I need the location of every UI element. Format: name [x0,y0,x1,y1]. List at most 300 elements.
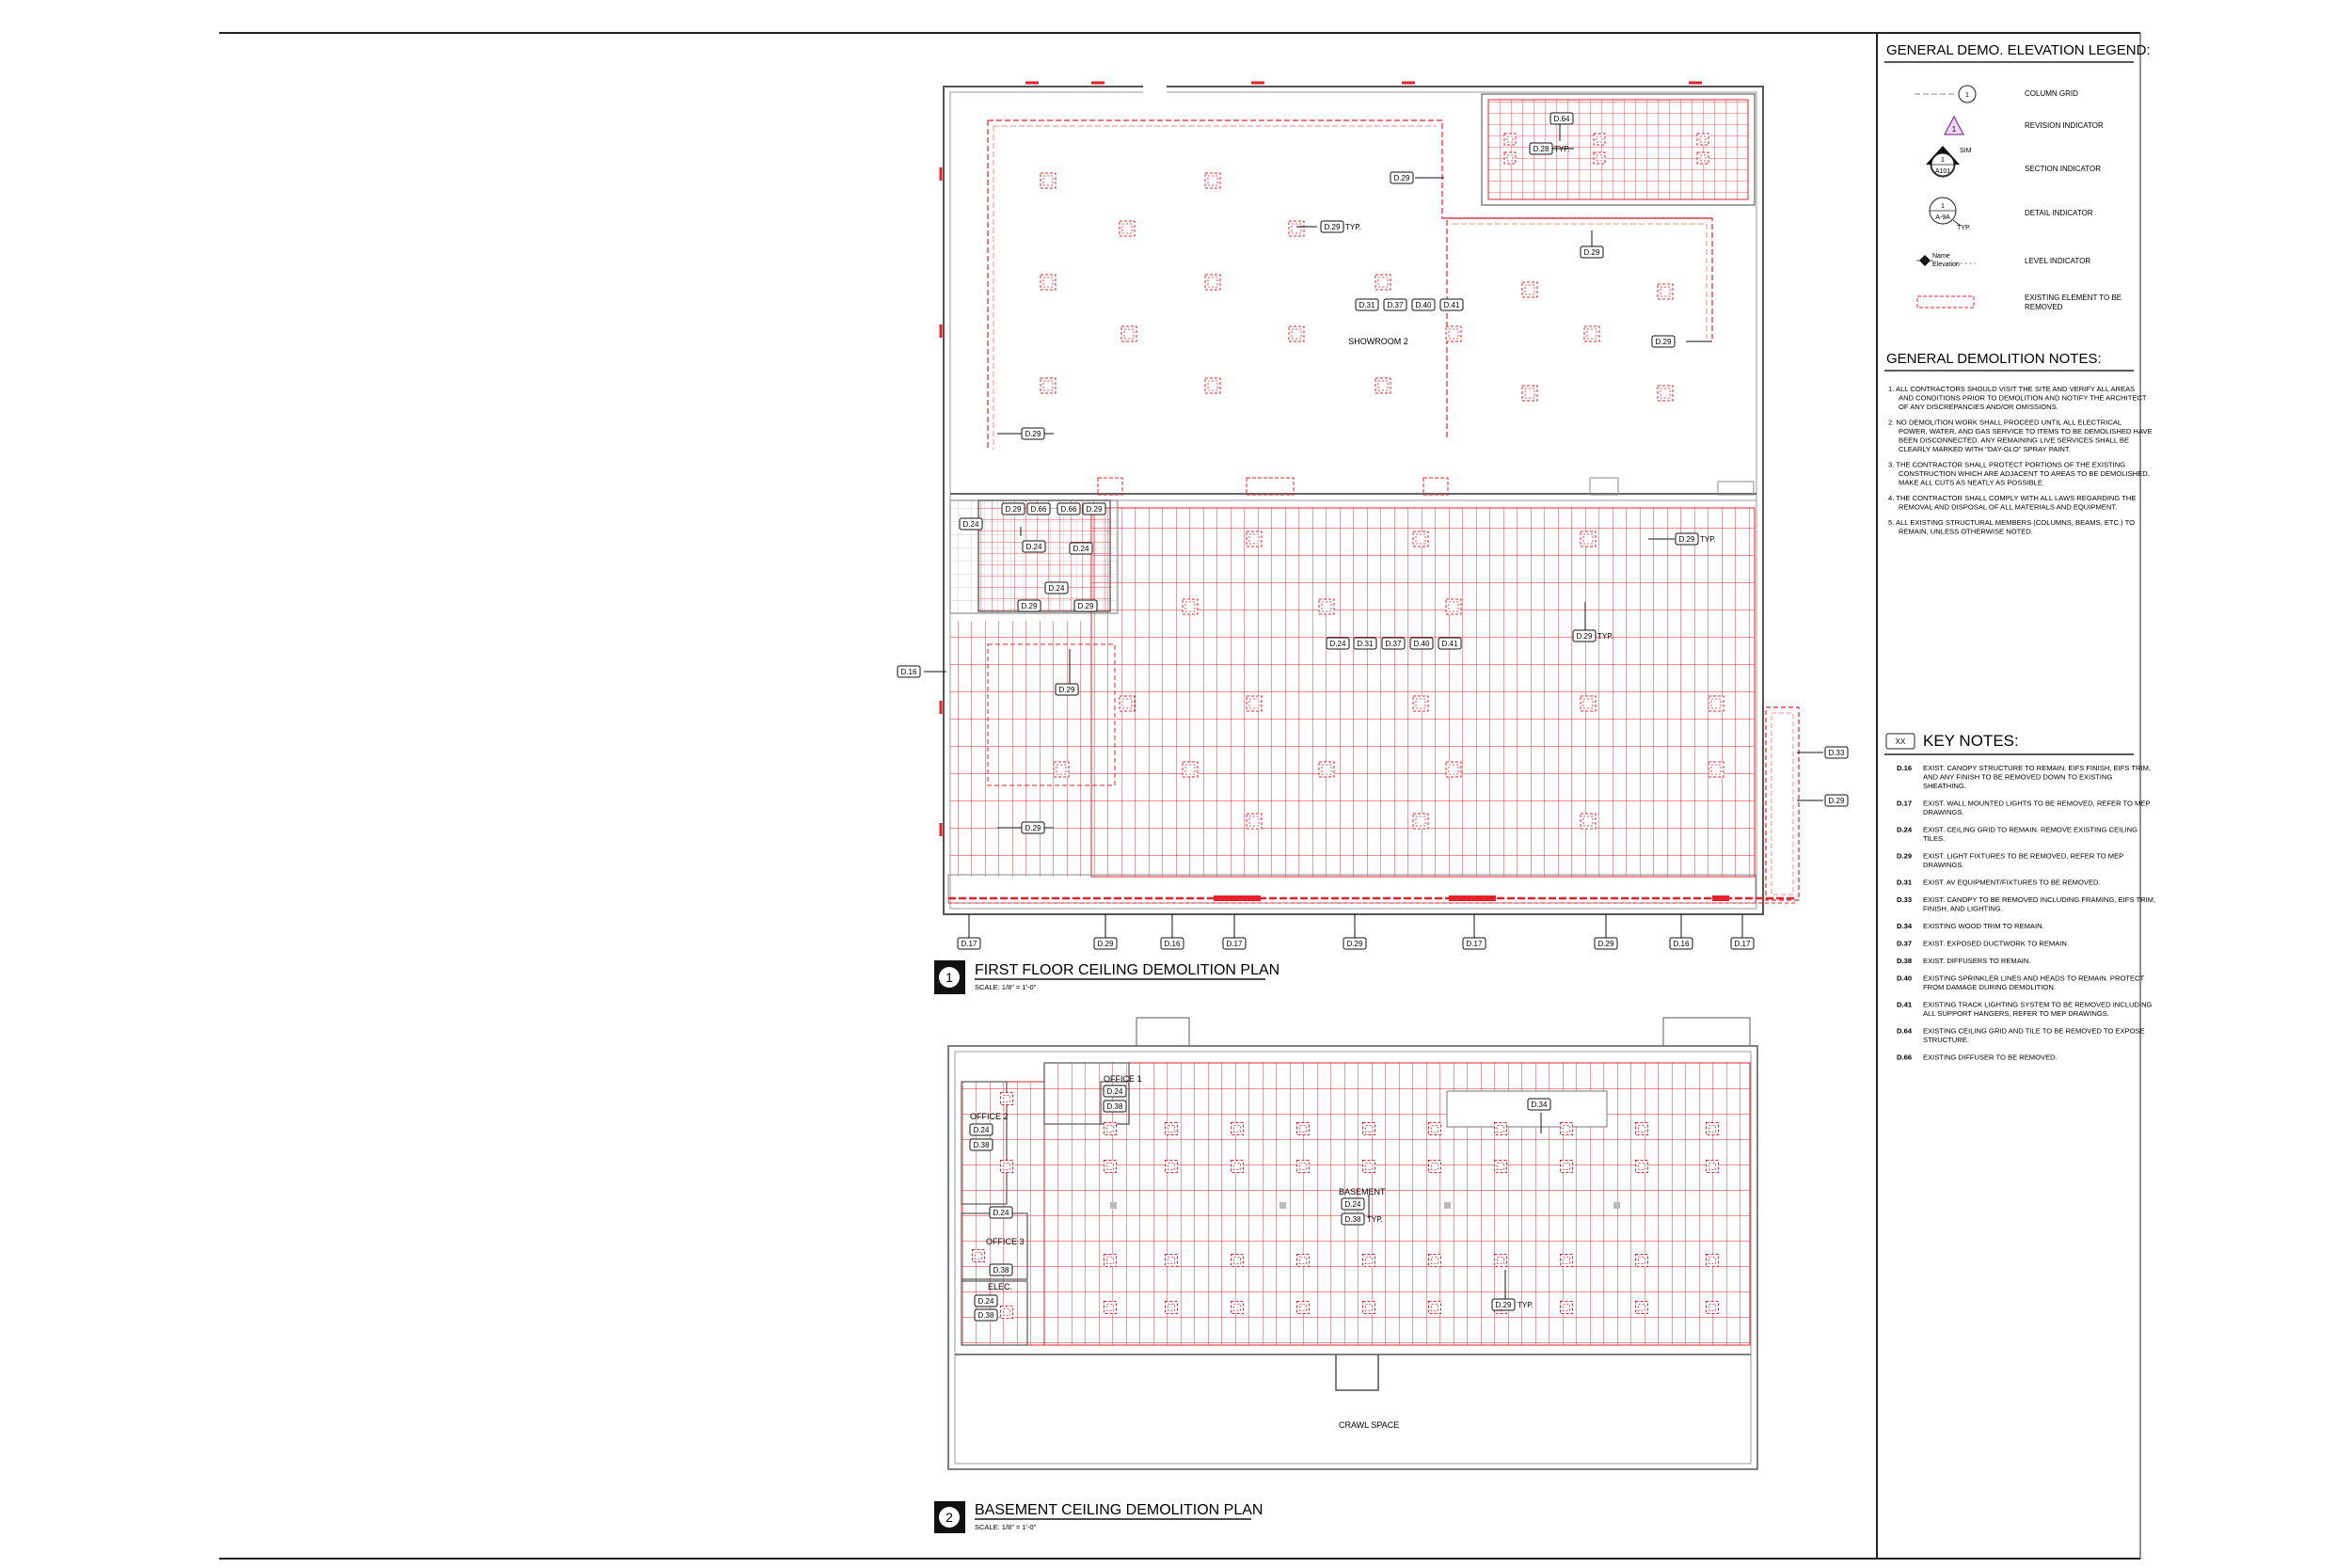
typ-label: TYP. [1700,535,1716,544]
svg-text:D.37: D.37 [1385,640,1402,648]
svg-text:D.29: D.29 [1346,940,1363,948]
light-fixture [1297,1302,1310,1314]
room-label-elec: ELEC. [988,1282,1013,1291]
svg-text:D.24: D.24 [1106,1087,1123,1096]
keynote-item [1897,1027,2145,1045]
svg-text:D.31: D.31 [1357,640,1374,648]
svg-text:D.24: D.24 [1048,584,1065,593]
keynote-tag-d24 [1327,638,1349,649]
keynote-tag-bottom [958,938,980,949]
light-fixture [1363,1255,1375,1267]
light-fixture [1495,1255,1507,1267]
svg-text:D.29: D.29 [1025,824,1041,832]
light-fixture [1594,134,1605,145]
general-note [1888,518,2135,536]
detail-indicator-icon [1930,198,1971,231]
light-fixture [1247,696,1262,711]
svg-text:1: 1 [1965,92,1969,99]
svg-text:D.16: D.16 [1673,940,1690,948]
keynote-tag-bottom [1223,938,1246,949]
keynote-item [1897,895,2155,913]
level-indicator-icon [1916,253,1976,268]
svg-text:D.24: D.24 [1073,545,1089,553]
light-fixture [1363,1123,1375,1135]
light-fixture [1205,275,1220,290]
light-fixture [1561,1161,1573,1173]
light-fixture [1413,696,1428,711]
light-fixture [1120,696,1135,711]
room-label-office2: OFFICE 2 [970,1112,1009,1121]
keynotes-header [1886,732,2019,750]
keynote-tag-bottom [1343,938,1366,949]
svg-text:D.29: D.29 [1086,505,1103,514]
svg-text:1: 1 [1941,157,1945,164]
svg-text:TYP.: TYP. [1957,225,1971,231]
light-fixture [1561,1123,1573,1135]
svg-text:EXIST. AV EQUIPMENT/FIXTURES T: EXIST. AV EQUIPMENT/FIXTURES TO BE REMOVED. [1923,878,2101,887]
basement-plan [934,1018,1757,1533]
svg-text:Elevation: Elevation [1932,261,1960,268]
legend-label-existing-element: EXISTING ELEMENT TO BE [2025,293,2122,302]
keynote-tag-d29 [1022,428,1044,439]
light-fixture [1319,762,1334,777]
keynote-tag-d40 [1412,299,1435,310]
keynote-tag-d29 [1492,1299,1515,1310]
svg-text:D.29: D.29 [1005,505,1022,514]
svg-text:EXIST. WALL MOUNTED LIGHTS TO: EXIST. WALL MOUNTED LIGHTS TO BE REMOVED, REFER TO MEP [1923,799,2151,808]
keynote-tag-d31 [1354,638,1376,649]
light-fixture [1658,284,1673,299]
svg-text:AND ANY FINISH TO BE REMOVED D: AND ANY FINISH TO BE REMOVED DOWN TO EXISTING [1923,772,2113,782]
room-label-crawl-space: CRAWL SPACE [1339,1420,1400,1430]
keynote-tag-d24 [1070,543,1092,554]
keynote-tag-d16 [898,666,920,677]
plan1-scale: SCALE: 1/8" = 1'-0" [975,983,1037,991]
svg-text:1: 1 [1941,203,1945,210]
typ-label: TYP. [1597,632,1613,641]
light-fixture [1522,386,1537,401]
light-fixture [1104,1302,1117,1314]
light-fixture [1561,1255,1573,1267]
keynote-tag-d29 [1581,246,1603,258]
keynote-tag-d29 [1022,822,1044,833]
keynote-tag-d24 [990,1207,1012,1218]
room-label-office3: OFFICE 3 [986,1237,1025,1246]
keynote-tag-d38 [1342,1213,1364,1225]
svg-text:D.34: D.34 [1531,1101,1548,1109]
keynote-tag-d29 [1391,172,1413,183]
svg-text:D.38: D.38 [973,1141,990,1149]
keynote-item [1897,974,2145,992]
light-fixture [1504,152,1516,164]
svg-text:EXISTING WOOD TRIM TO REMAIN.: EXISTING WOOD TRIM TO REMAIN. [1923,922,2044,930]
light-fixture [1319,599,1334,614]
light-fixture [1707,1255,1719,1267]
svg-text:DRAWINGS.: DRAWINGS. [1923,808,1964,816]
light-fixture [1104,1161,1117,1173]
svg-text:D.24: D.24 [1329,640,1346,648]
light-fixture [1708,762,1724,777]
svg-text:A101: A101 [1934,168,1951,175]
light-fixture [1297,1255,1310,1267]
column-grid-icon [1915,86,1976,103]
first-floor-plan [898,82,1848,994]
keynote-tag-d38 [975,1309,997,1321]
keynote-tag-d24 [1342,1198,1364,1210]
light-fixture [1232,1161,1244,1173]
svg-text:DRAWINGS.: DRAWINGS. [1923,861,1964,869]
light-fixture [1001,1161,1013,1173]
keynote-item [1897,879,2101,887]
general-note [1888,494,2136,512]
light-fixture [1120,221,1135,236]
typ-label: TYP. [1554,145,1570,153]
light-fixture [1166,1302,1178,1314]
keynote-tag-d29 [1074,600,1097,611]
light-fixture [1166,1123,1178,1135]
light-fixture [1446,326,1461,341]
keynote-tag-d41 [1440,299,1463,310]
plan1-title-block [934,960,1279,994]
svg-text:D.66: D.66 [1030,505,1047,514]
legend-label-detail-indicator: DETAIL INDICATOR [2025,209,2093,217]
keynote-tag-d29 [1083,503,1105,515]
svg-text:SHEATHING.: SHEATHING. [1923,782,1966,790]
light-fixture [1429,1123,1441,1135]
svg-text:OF ANY DISCREPANCIES AND/OR OM: OF ANY DISCREPANCIES AND/OR OMISSIONS. [1899,403,2058,411]
light-fixture [1581,531,1596,546]
keynote-tag-d29 [1676,533,1698,545]
svg-text:D.16: D.16 [1164,940,1181,948]
keynote-tag-d29 [1321,221,1343,232]
typ-label: TYP. [1345,223,1361,231]
svg-text:D.29: D.29 [1495,1301,1512,1309]
keynote-tag-d29 [1018,600,1041,611]
light-fixture [1205,173,1220,188]
keynote-tag-d33 [1825,747,1848,758]
svg-text:D.29: D.29 [1655,338,1672,346]
light-fixture [1041,378,1056,393]
svg-text:D.41: D.41 [1441,640,1458,648]
light-fixture [1041,173,1056,188]
legend-label-column-grid: COLUMN GRID [2025,89,2078,98]
light-fixture [1697,134,1708,145]
room-label-basement: BASEMENT [1339,1187,1386,1196]
keynote-code: D.37 [1897,939,1913,948]
light-fixture [1121,326,1136,341]
light-fixture [1289,221,1304,236]
svg-text:Name: Name [1932,253,1950,260]
light-fixture [1247,814,1262,829]
keynote-tag-d28 [1530,143,1552,154]
keynote-item [1897,922,2044,930]
svg-text:D.29: D.29 [1025,430,1041,438]
keynote-tag-bottom [1094,938,1117,949]
svg-text:TILES.: TILES. [1923,834,1946,843]
plan1-number: 1 [946,970,953,985]
keynote-tag-d38 [1104,1101,1126,1112]
svg-text:EXIST. EXPOSED DUCTWORK TO REM: EXIST. EXPOSED DUCTWORK TO REMAIN. [1923,939,2069,948]
keynote-tag-d64 [1550,113,1573,124]
svg-text:XX: XX [1895,737,1906,746]
general-notes-list [1888,385,2153,536]
light-fixture [1581,814,1596,829]
svg-text:D.38: D.38 [977,1311,994,1320]
light-fixture [1636,1123,1648,1135]
keynote-item [1897,852,2123,870]
light-fixture [1446,762,1461,777]
light-fixture [1232,1302,1244,1314]
keynote-code: D.66 [1897,1053,1913,1062]
light-fixture [1413,531,1428,546]
light-fixture [1581,696,1596,711]
light-fixture [1363,1302,1375,1314]
legend-title: GENERAL DEMO. ELEVATION LEGEND: [1886,42,2151,58]
svg-text:D.29: D.29 [1678,535,1695,544]
light-fixture [1104,1255,1117,1267]
svg-text:AND CONDITIONS PRIOR TO DEMOLI: AND CONDITIONS PRIOR TO DEMOLITION AND NOTIFY THE ARCHITECT [1899,393,2147,403]
legend-label-section-indicator: SECTION INDICATOR [2025,165,2102,173]
svg-text:EXISTING TRACK LIGHTING SYSTEM: EXISTING TRACK LIGHTING SYSTEM TO BE REMOVED INCLUDING [1923,1000,2153,1009]
svg-text:D.29: D.29 [1828,797,1845,805]
light-fixture [1636,1161,1648,1173]
keynote-tag-d40 [1410,638,1433,649]
keynote-item [1897,800,2151,817]
general-note [1888,461,2150,487]
svg-text:SIM: SIM [1960,148,1972,154]
svg-text:D.29: D.29 [1583,248,1600,257]
light-fixture [1495,1161,1507,1173]
svg-text:D.29: D.29 [1393,174,1410,182]
plan2-title-block [934,1501,1263,1533]
light-fixture [1584,326,1599,341]
light-fixture [1247,531,1262,546]
typ-label: TYP. [1367,1215,1383,1224]
general-note [1888,385,2147,411]
light-fixture [1707,1123,1719,1135]
light-fixture [973,1250,985,1262]
light-fixture [1232,1255,1244,1267]
light-fixture [1429,1161,1441,1173]
keynote-tag-d24 [975,1295,997,1307]
light-fixture [1363,1161,1375,1173]
keynote-tag-d37 [1382,638,1405,649]
svg-text:D.31: D.31 [1359,301,1375,309]
keynote-tag-d41 [1438,638,1461,649]
keynotes-title: KEY NOTES: [1923,732,2019,750]
svg-text:BEEN DISCONNECTED. ANY REMAIN: BEEN DISCONNECTED. ANY REMAINING LIVE SERVICES SHALL BE [1899,436,2130,445]
keynote-tag-d66 [1027,503,1050,515]
svg-text:D.24: D.24 [977,1297,994,1306]
svg-text:D.29: D.29 [1597,940,1614,948]
light-fixture [1522,282,1537,297]
svg-text:D.24: D.24 [1344,1200,1361,1209]
light-fixture [1658,386,1673,401]
light-fixture [1636,1302,1648,1314]
svg-text:FROM DAMAGE DURING DEMOLITION.: FROM DAMAGE DURING DEMOLITION. [1923,983,2056,991]
keynote-code: D.33 [1897,895,1913,904]
light-fixture [1707,1302,1719,1314]
svg-text:D.24: D.24 [962,520,979,529]
light-fixture [1297,1123,1310,1135]
light-fixture [1429,1255,1441,1267]
svg-text:STRUCTURE.: STRUCTURE. [1923,1036,1969,1044]
keynote-tag-d24 [970,1124,993,1135]
legend-label-level-indicator: LEVEL INDICATOR [2025,257,2091,265]
keynote-tag-d31 [1356,299,1378,310]
keynote-tag-d29 [1056,684,1078,695]
keynotes-list [1897,764,2155,1062]
svg-text:5. ALL EXISTING STRUCTURAL ME: 5. ALL EXISTING STRUCTURAL MEMBERS (COLUMNS, BEAMS, ETC.) TO [1888,518,2136,527]
svg-text:CLEARLY MARKED WITH "DAY-GLO": CLEARLY MARKED WITH "DAY-GLO" SPRAY PAINT. [1899,445,2071,453]
keynote-item [1897,940,2069,948]
keynote-code: D.17 [1897,799,1913,808]
svg-text:D.37: D.37 [1387,301,1404,309]
legend-panel [1884,42,2155,1062]
keynote-tag-d38 [990,1264,1012,1275]
light-fixture [1446,599,1461,614]
existing-element-icon [1917,296,1974,308]
svg-text:D.33: D.33 [1828,749,1845,757]
light-fixture [1594,152,1605,164]
keynote-code: D.31 [1897,878,1913,887]
svg-text:FINISH, AND LIGHTING.: FINISH, AND LIGHTING. [1923,904,2003,913]
keynote-item [1897,826,2137,844]
general-note [1888,419,2153,454]
keynote-tag-d29 [1573,630,1596,641]
svg-text:4. THE CONTRACTOR SHALL COMPL: 4. THE CONTRACTOR SHALL COMPLY WITH ALL LAWS REGARDING THE [1888,494,2137,502]
typ-label: TYP. [1518,1301,1534,1309]
svg-text:D.17: D.17 [1226,940,1243,948]
keynote-item [1897,764,2151,790]
keynote-code: D.34 [1897,922,1913,930]
keynote-tag-d29 [1652,336,1675,347]
keynote-item [1897,1001,2153,1019]
svg-text:EXIST. CANOPY TO BE REMOVED IN: EXIST. CANOPY TO BE REMOVED INCLUDING FRAMING, EIFS TRIM, [1923,895,2156,904]
svg-text:D.38: D.38 [1106,1102,1123,1111]
light-fixture [1707,1161,1719,1173]
light-fixture [1636,1255,1648,1267]
svg-text:CONSTRUCTION WHICH ARE ADJACEN: CONSTRUCTION WHICH ARE ADJACENT TO AREAS TO BE DEMOLISHED. [1899,469,2150,478]
keynote-tag-d24 [960,518,982,530]
light-fixture [1232,1123,1244,1135]
keynote-tag-bottom [1731,938,1754,949]
light-fixture [1429,1302,1441,1314]
light-fixture [1001,1093,1013,1105]
keynote-tag-d66 [1057,503,1080,515]
svg-text:D.24: D.24 [973,1126,990,1134]
plan2-number: 2 [946,1510,953,1525]
svg-text:D.29: D.29 [1077,602,1094,610]
svg-text:D.29: D.29 [1058,686,1075,694]
light-fixture [1041,275,1056,290]
plan1-title: FIRST FLOOR CEILING DEMOLITION PLAN [975,962,1280,978]
svg-text:A-9A: A-9A [1935,214,1950,221]
svg-text:D.29: D.29 [1021,602,1038,610]
keynote-tag-bottom [1161,938,1184,949]
room-label-office1: OFFICE 1 [1104,1074,1142,1084]
keynote-tag-d24 [1104,1085,1126,1097]
keynote-tag-d38 [970,1139,993,1150]
svg-text:EXIST. DIFFUSERS TO REMAIN.: EXIST. DIFFUSERS TO REMAIN. [1923,957,2031,965]
svg-text:D.29: D.29 [1324,223,1341,231]
keynote-item [1897,1053,2058,1062]
svg-text:D.28: D.28 [1533,145,1549,153]
svg-text:1: 1 [1951,125,1957,134]
svg-text:D.29: D.29 [1097,940,1114,948]
section-indicator-icon [1926,146,1972,177]
svg-text:D.17: D.17 [961,940,977,948]
svg-text:D.38: D.38 [993,1266,1009,1275]
svg-text:D.40: D.40 [1413,640,1430,648]
revision-indicator-icon [1945,117,1963,135]
light-fixture [1104,1123,1117,1135]
light-fixture [1708,696,1724,711]
svg-text:MAKE ALL CUTS AS NEATLY AS POS: MAKE ALL CUTS AS NEATLY AS POSSIBLE. [1899,478,2045,487]
light-fixture [1697,152,1708,164]
svg-text:D.24: D.24 [1025,543,1042,551]
light-fixture [1205,378,1220,393]
light-fixture [1166,1255,1178,1267]
keynote-code: D.16 [1897,764,1913,772]
light-fixture [1183,599,1198,614]
svg-text:EXIST. CANOPY STRUCTURE TO REM: EXIST. CANOPY STRUCTURE TO REMAIN. EIFS FINISH, EIFS TRIM, [1923,764,2152,772]
svg-text:EXISTING SPRINKLER LINES AND H: EXISTING SPRINKLER LINES AND HEADS TO REMAIN. PROTECT [1923,974,2145,983]
keynote-tag-d29 [1825,795,1848,806]
light-fixture [1297,1161,1310,1173]
svg-text:D.24: D.24 [993,1209,1009,1217]
light-fixture [1001,1307,1013,1319]
light-fixture [1504,134,1516,145]
svg-text:POWER, WATER, AND GAS SERVICE: POWER, WATER, AND GAS SERVICE TO ITEMS TO BE DEMOLISHED HAVE [1899,427,2153,436]
keynote-tag-d24 [1023,541,1045,552]
svg-text:D.16: D.16 [900,668,917,676]
notes-title: GENERAL DEMOLITION NOTES: [1886,351,2102,367]
light-fixture [1375,275,1391,290]
svg-text:D.38: D.38 [1344,1215,1361,1224]
plan2-scale: SCALE: 1/8" = 1'-0" [975,1523,1037,1531]
svg-text:3. THE CONTRACTOR SHALL PROTE: 3. THE CONTRACTOR SHALL PROTECT PORTIONS OF THE EXISTING [1888,460,2126,469]
legend-label-line2: REMOVED [2025,303,2063,311]
keynote-code: D.40 [1897,974,1913,983]
light-fixture [1375,378,1391,393]
keynote-tag-bottom [1463,938,1486,949]
plan2-title: BASEMENT CEILING DEMOLITION PLAN [975,1502,1263,1518]
svg-text:D.29: D.29 [1576,632,1593,641]
svg-text:1. ALL CONTRACTORS SHOULD VIS: 1. ALL CONTRACTORS SHOULD VISIT THE SITE AND VERIFY ALL AREAS [1888,385,2136,393]
keynote-tag-d34 [1528,1099,1550,1110]
keynote-tag-d24 [1045,582,1068,594]
svg-text:D.66: D.66 [1060,505,1077,514]
svg-text:REMAIN, UNLESS OTHERWISE NOTED: REMAIN, UNLESS OTHERWISE NOTED. [1899,527,2033,536]
keynote-code: D.64 [1897,1026,1913,1036]
svg-text:REMOVAL AND DISPOSAL OF ALL MA: REMOVAL AND DISPOSAL OF ALL MATERIALS AND EQUIPMENT. [1899,502,2118,512]
keynote-code: D.38 [1897,957,1913,965]
svg-text:D.64: D.64 [1553,115,1570,123]
light-fixture [1495,1123,1507,1135]
light-fixture [1166,1161,1178,1173]
keynote-tag-bottom [1670,938,1692,949]
svg-text:D.41: D.41 [1443,301,1460,309]
keynote-code: D.41 [1897,1000,1913,1009]
svg-text:EXIST. LIGHT FIXTURES TO BE RE: EXIST. LIGHT FIXTURES TO BE REMOVED, REFER TO MEP [1923,851,2124,861]
light-fixture [1561,1302,1573,1314]
svg-text:D.40: D.40 [1415,301,1432,309]
legend-label-revision-indicator: REVISION INDICATOR [2025,121,2104,130]
svg-text:EXIST. CEILING GRID TO REMAIN.: EXIST. CEILING GRID TO REMAIN. REMOVE EXISTING CEILING [1923,825,2137,834]
svg-text:2. NO DEMOLITION WORK SHALL P: 2. NO DEMOLITION WORK SHALL PROCEED UNTIL ALL ELECTRICAL [1888,418,2122,427]
light-fixture [1289,326,1304,341]
